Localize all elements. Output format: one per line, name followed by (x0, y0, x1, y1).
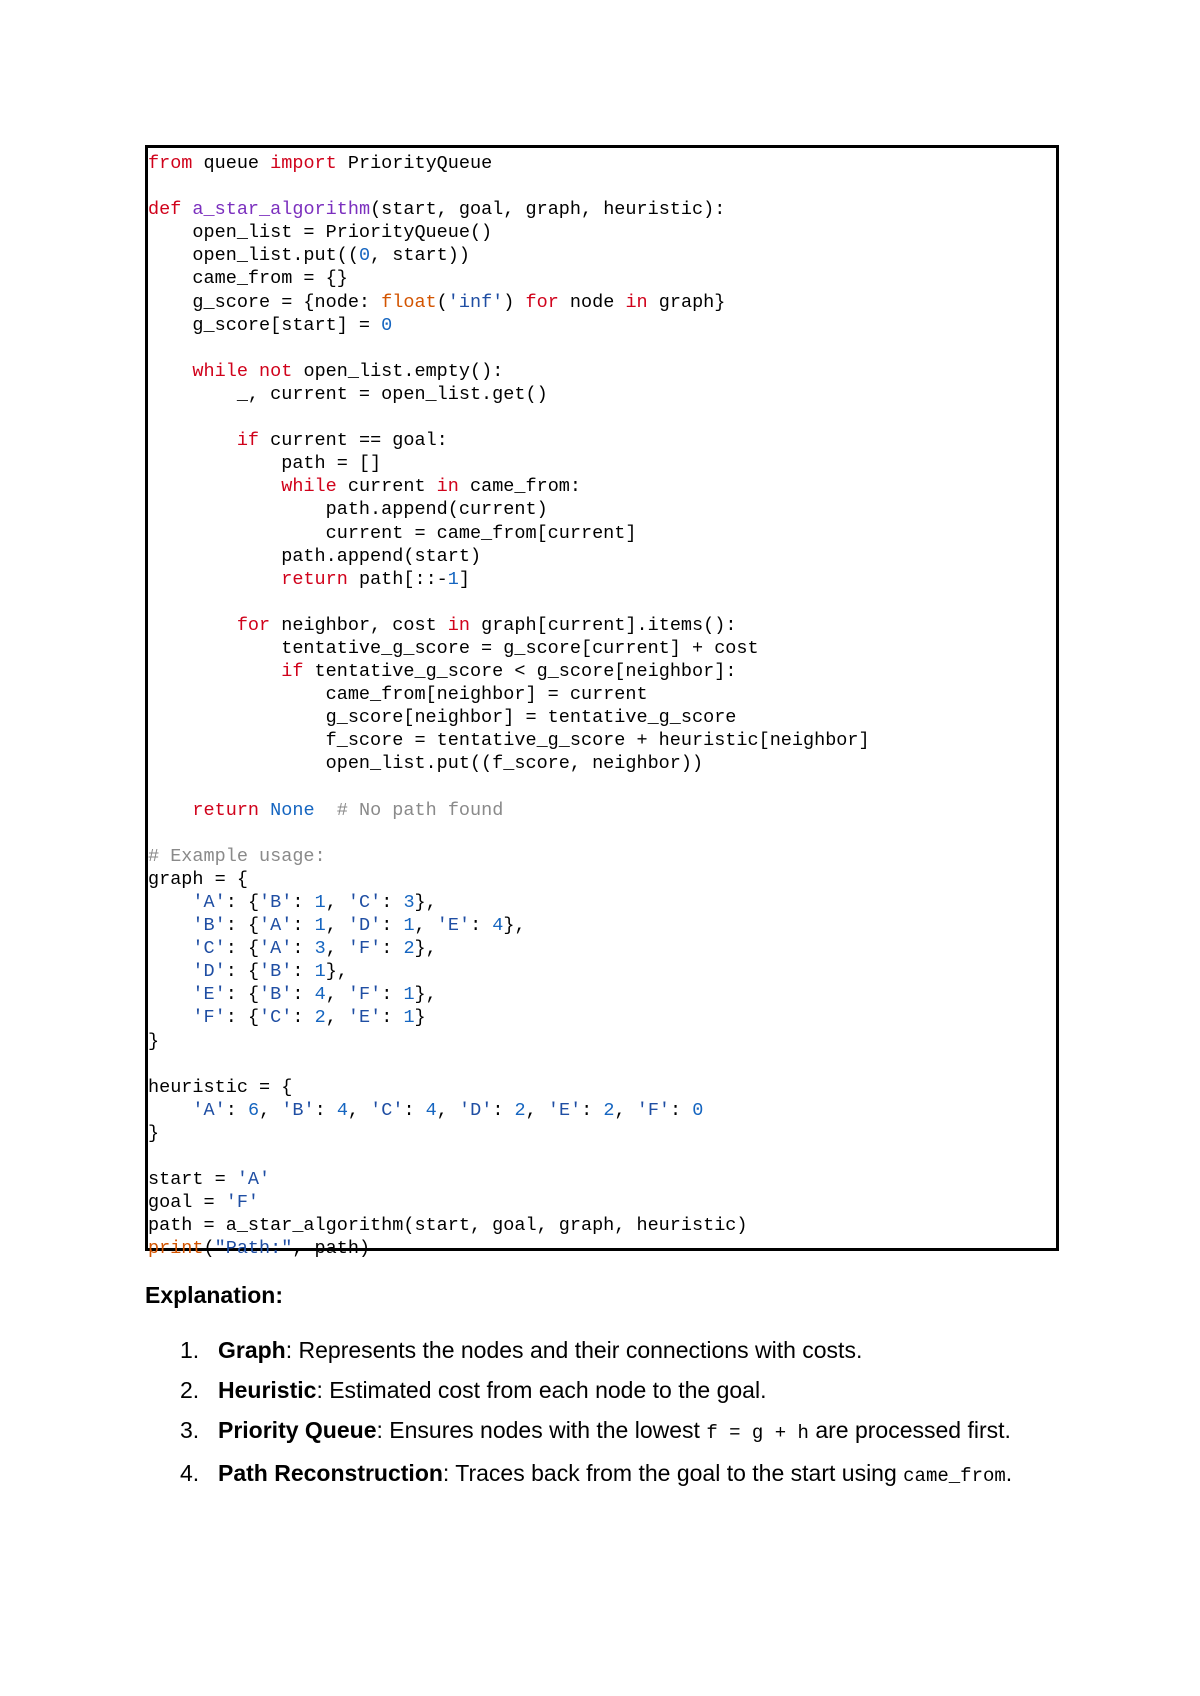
explanation-heading: Explanation: (145, 1282, 284, 1308)
code-token: 'F' (347, 938, 382, 960)
code-token: 'A' (192, 1099, 226, 1121)
code-token: for (525, 291, 559, 313)
item-term: Priority Queue (218, 1417, 377, 1443)
code-token: 4 (425, 1099, 437, 1121)
code-line (148, 752, 870, 775)
code-token: 2 (314, 1007, 326, 1029)
code-token: : (381, 984, 404, 1006)
item-text-after: are processed first. (808, 1417, 1011, 1443)
code-token: if (281, 661, 304, 683)
code-token: , (325, 938, 348, 960)
code-token: 'A' (259, 915, 293, 937)
code-line (148, 267, 870, 290)
code-token: : (292, 938, 315, 960)
code-token (148, 615, 237, 636)
code-token: 'E' (436, 915, 471, 937)
code-token: : { (225, 961, 260, 983)
code-token: 'F' (192, 1007, 226, 1029)
code-token: }, (414, 892, 437, 913)
code-token: , path) (292, 1238, 371, 1260)
code-line (148, 637, 870, 660)
code-token (315, 800, 337, 821)
code-line (148, 845, 870, 868)
code-token: heuristic = { (148, 1076, 293, 1098)
code-token: 'E' (347, 1007, 382, 1029)
code-token: : { (225, 984, 260, 1006)
code-token: not (259, 360, 293, 382)
code-token: 'B' (259, 984, 293, 1006)
code-token (148, 569, 281, 590)
code-token: , (414, 915, 437, 937)
code-token: : { (225, 938, 260, 960)
code-token: path.append(start) (148, 545, 482, 567)
code-token: def (148, 199, 182, 221)
code-block (145, 145, 1059, 1260)
code-token: 'D' (459, 1099, 493, 1121)
code-token: path[::- (347, 568, 448, 590)
code-token: if (236, 430, 260, 452)
code-token: : (381, 892, 404, 913)
code-token: current (336, 476, 437, 498)
code-token: queue (192, 153, 271, 174)
code-token: , (325, 892, 348, 913)
code-line (148, 799, 870, 822)
code-token: None (270, 799, 315, 821)
code-token: : (292, 915, 315, 937)
code-token (148, 1100, 192, 1121)
code-line (148, 1076, 870, 1099)
code-token: in (625, 291, 648, 313)
code-token: 0 (381, 314, 393, 336)
item-number: 4. (180, 1460, 200, 1486)
code-line (148, 568, 870, 591)
code-token: , (325, 1007, 348, 1029)
code-line (148, 660, 870, 683)
code-token: : (581, 1099, 604, 1121)
code-token: 1 (314, 915, 326, 937)
code-token: 0 (358, 245, 371, 267)
code-token: 'F' (225, 1192, 260, 1214)
code-token: return (281, 568, 348, 590)
code-token: path = a_star_algorithm(start, goal, graph, heuristic) (148, 1215, 748, 1237)
code-token: 'E' (192, 984, 226, 1006)
code-token: float (381, 291, 437, 313)
code-token: : { (225, 1007, 260, 1029)
code-line (148, 498, 870, 521)
code-line (148, 776, 870, 799)
code-line (148, 1006, 870, 1029)
code-line (148, 244, 870, 267)
item-text: : Estimated cost from each node to the goal. (316, 1377, 767, 1403)
code-line (148, 1122, 870, 1145)
code-token: 1 (314, 892, 326, 913)
code-token: 'B' (192, 915, 226, 937)
code-token: ( (436, 291, 448, 313)
code-token: 1 (447, 568, 459, 590)
code-line (148, 152, 870, 175)
code-token: 'A' (236, 1169, 271, 1191)
code-token: , (525, 1099, 548, 1121)
code-token: , (325, 915, 348, 937)
code-token (148, 984, 192, 1005)
code-token (148, 961, 192, 982)
code-token: , (614, 1099, 637, 1121)
code-token: : (670, 1099, 693, 1121)
code-line (148, 822, 870, 845)
code-token: 2 (603, 1099, 615, 1121)
code-line (148, 175, 870, 198)
code-token: came_from: (458, 476, 582, 498)
code-line (148, 383, 870, 406)
code-token (259, 800, 270, 821)
code-token: node (558, 291, 626, 313)
code-token: 1 (403, 984, 415, 1006)
code-line (148, 937, 870, 960)
code-token: 'F' (347, 984, 382, 1006)
code-token: 'D' (347, 915, 382, 937)
code-token: open_list = PriorityQueue() (148, 222, 493, 244)
code-token: path = [] (148, 453, 382, 475)
code-token: }, (325, 961, 348, 983)
code-token: ) (503, 291, 526, 313)
list-item (180, 1336, 1080, 1364)
code-line (148, 522, 870, 545)
item-text: : Represents the nodes and their connections with costs. (285, 1337, 863, 1363)
item-term: Heuristic (218, 1377, 317, 1403)
item-number: 1. (180, 1337, 200, 1363)
code-token: 1 (403, 915, 415, 937)
item-number: 3. (180, 1417, 200, 1443)
code-line (148, 452, 870, 475)
code-token (148, 476, 281, 497)
code-token: } (148, 1122, 160, 1144)
code-token: 'A' (192, 892, 226, 913)
code-token (148, 661, 281, 682)
code-line (148, 198, 870, 221)
code-token: ] (458, 568, 470, 590)
code-token (148, 361, 192, 382)
code-line (148, 1030, 870, 1053)
code-token: } (414, 1007, 426, 1029)
code-token: : (292, 892, 315, 913)
code-line (148, 1168, 870, 1191)
code-line (148, 591, 870, 614)
code-token: 'F' (636, 1099, 671, 1121)
code-token: (start, goal, graph, heuristic): (370, 199, 726, 221)
code-token: open_list.put(( (148, 245, 359, 267)
code-token: PriorityQueue (336, 153, 493, 174)
list-item (180, 1416, 1080, 1447)
code-token: 0 (692, 1099, 704, 1121)
code-line (148, 1053, 870, 1076)
code-token: , (259, 1099, 282, 1121)
code-token: , (436, 1099, 459, 1121)
code-token (148, 892, 192, 913)
code-token: 2 (514, 1099, 526, 1121)
code-token: current == goal: (259, 430, 448, 452)
code-token: : (381, 938, 404, 960)
code-line (148, 545, 870, 568)
item-text: : Ensures nodes with the lowest (376, 1417, 707, 1443)
code-token: 'A' (259, 938, 293, 960)
code-token: "Path:" (214, 1238, 293, 1260)
code-line (148, 314, 870, 337)
code-token: : (292, 1007, 315, 1029)
code-token: print (148, 1238, 204, 1260)
code-token: _, current = open_list.get() (148, 383, 548, 405)
code-token: graph[current].items(): (470, 614, 737, 636)
code-token: a_star_algorithm (192, 199, 371, 221)
item-text-after: . (1005, 1460, 1013, 1486)
code-token: for (236, 614, 271, 636)
code-token: 1 (403, 1007, 415, 1029)
code-token: 4 (492, 915, 504, 937)
code-line (148, 914, 870, 937)
code-token: path.append(current) (148, 499, 548, 521)
code-line (148, 983, 870, 1006)
item-number: 2. (180, 1377, 200, 1403)
code-token: 'D' (192, 961, 226, 983)
code-token (148, 430, 237, 451)
code-token (181, 199, 192, 220)
code-token (148, 915, 192, 936)
code-token: 'C' (347, 892, 382, 913)
code-token: : (292, 961, 315, 983)
code-line (148, 1214, 870, 1237)
code-token: 'inf' (447, 291, 504, 313)
code-token: came_from = {} (148, 268, 348, 290)
code-line (148, 729, 870, 752)
code-listing (148, 152, 870, 1261)
code-token: in (447, 614, 470, 636)
code-token: : (314, 1099, 337, 1121)
code-token (148, 1007, 192, 1028)
code-token: tentative_g_score < g_score[neighbor]: (303, 661, 737, 683)
list-item (180, 1459, 1080, 1490)
code-token: import (270, 153, 337, 174)
code-line (148, 1145, 870, 1168)
code-token: 4 (314, 984, 326, 1006)
code-token: open_list.put((f_score, neighbor)) (148, 753, 704, 775)
code-line (148, 291, 870, 314)
code-token (248, 361, 259, 382)
code-token: 'C' (370, 1099, 404, 1121)
code-token: : (403, 1099, 426, 1121)
code-token: f_score = tentative_g_score + heuristic[neighbor] (148, 730, 870, 752)
code-token: : (492, 1099, 515, 1121)
code-token: }, (414, 984, 437, 1006)
code-line (148, 406, 870, 429)
code-token: ( (203, 1238, 215, 1260)
item-term: Path Reconstruction (218, 1460, 443, 1486)
code-line (148, 360, 870, 383)
code-token: : (292, 984, 315, 1006)
code-token: return (192, 799, 260, 821)
code-line (148, 706, 870, 729)
code-token: start = (148, 1169, 237, 1191)
code-token: 'C' (259, 1007, 293, 1029)
code-token: tentative_g_score = g_score[current] + cost (148, 637, 759, 659)
code-token: 1 (314, 961, 326, 983)
code-token: , (325, 984, 348, 1006)
code-token: 6 (247, 1099, 260, 1121)
code-line (148, 429, 870, 452)
code-token: , start)) (370, 245, 470, 267)
item-text: : Traces back from the goal to the start using (442, 1460, 904, 1486)
code-token: g_score = {node: (148, 291, 382, 313)
code-token: : (225, 1099, 248, 1121)
code-token: # No path found (336, 799, 504, 821)
code-token: from (148, 153, 193, 174)
code-line (148, 868, 870, 891)
code-token: current = came_from[current] (148, 522, 637, 544)
code-line (148, 614, 870, 637)
code-token: 'B' (281, 1099, 315, 1121)
code-token: : { (225, 892, 260, 913)
code-token: }, (414, 938, 437, 960)
inline-code: f = g + h (706, 1422, 809, 1444)
code-token: 3 (403, 892, 415, 913)
code-token: open_list.empty(): (292, 360, 504, 382)
code-token: 'E' (547, 1099, 582, 1121)
code-line (148, 337, 870, 360)
code-token: graph} (647, 291, 726, 313)
code-token: 'B' (259, 961, 293, 983)
code-token: goal = (148, 1192, 226, 1214)
code-token (148, 938, 192, 959)
code-token: 'C' (192, 938, 226, 960)
code-token: g_score[start] = (148, 314, 382, 336)
explanation-list (180, 1336, 1080, 1502)
code-token: }, (503, 915, 526, 937)
list-item (180, 1376, 1080, 1404)
code-token: while (281, 476, 337, 498)
inline-code: came_from (903, 1465, 1006, 1487)
code-token: g_score[neighbor] = tentative_g_score (148, 707, 737, 729)
code-token: : { (225, 915, 260, 937)
code-token: , (347, 1099, 371, 1121)
code-token: 2 (403, 938, 415, 960)
code-token: came_from[neighbor] = current (148, 684, 648, 706)
code-token: : (381, 915, 404, 937)
code-token: while (192, 360, 248, 382)
code-token: 4 (336, 1099, 348, 1121)
item-term: Graph (218, 1337, 286, 1363)
code-line (148, 221, 870, 244)
code-line (148, 475, 870, 498)
code-token: : (470, 915, 493, 937)
code-token: neighbor, cost (270, 614, 448, 636)
code-token: 'B' (259, 892, 293, 913)
code-token: # Example usage: (148, 845, 326, 867)
code-token: 3 (314, 938, 326, 960)
code-line (148, 960, 870, 983)
code-token: : (381, 1007, 404, 1029)
code-line (148, 1237, 870, 1260)
code-line (148, 1191, 870, 1214)
code-token (148, 800, 192, 821)
code-token: graph = { (148, 868, 248, 890)
code-line (148, 891, 870, 914)
code-line (148, 683, 870, 706)
code-line (148, 1099, 870, 1122)
code-token: in (436, 476, 459, 498)
code-token: } (148, 1030, 160, 1052)
